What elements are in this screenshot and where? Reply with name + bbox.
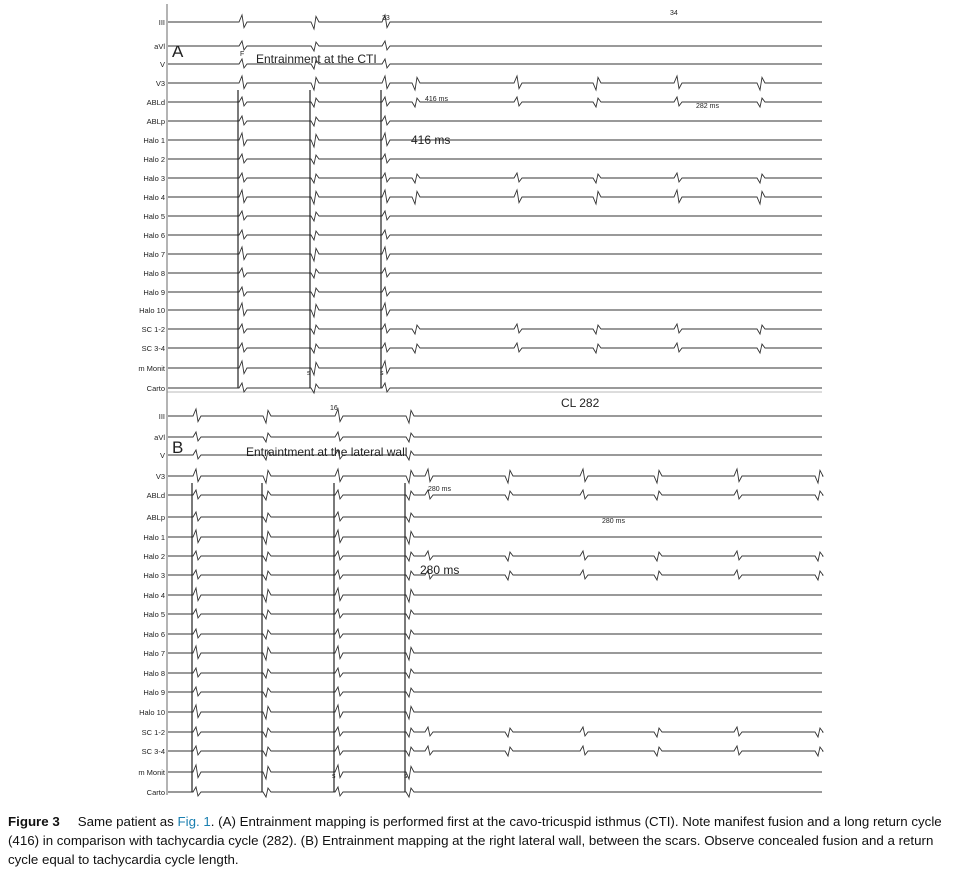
panel-a-counter-right: 34 (670, 10, 678, 17)
panel-a-abld-tachy-label: 282 ms (696, 103, 719, 110)
panel-a-trace-halo-9 (168, 287, 822, 297)
panel-b-stim-label-1: s (332, 773, 336, 780)
panel-a-title: Entrainment at the CTI (256, 52, 377, 66)
panel-a-trace-halo-7 (168, 247, 822, 261)
panel-a-marker-f: F (240, 51, 245, 58)
panel-a-lead-label-avl: aVl (154, 42, 165, 51)
panel-a-trace-halo-10 (168, 303, 822, 317)
panel-a-trace-sc-3-4 (168, 343, 822, 353)
panel-a-stim-label-1: s (307, 370, 311, 377)
panel-b-counter: 16 (330, 405, 338, 412)
panel-b-lead-label-halo-8: Halo 8 (143, 669, 165, 678)
panel-a-trace-halo-2 (168, 154, 822, 164)
panel-b-lead-label-m-monit: m Monit (138, 768, 165, 777)
panel-b-trace-sc-3-4 (168, 746, 823, 756)
panel-a-trace-avl (168, 41, 822, 51)
panel-a-letter: A (172, 42, 184, 61)
panel-a-lead-label-iii: III (158, 18, 165, 27)
panel-a-lead-label-sc-3-4: SC 3-4 (141, 344, 165, 353)
panel-b-lead-label-halo-5: Halo 5 (143, 610, 165, 619)
panel-b-lead-label-halo-2: Halo 2 (143, 552, 165, 561)
panel-b-trace-halo-4 (168, 588, 822, 602)
panel-a-lead-label-halo-6: Halo 6 (143, 231, 165, 240)
caption-figure-reference-link[interactable]: Fig. 1 (177, 814, 211, 829)
caption-figure-label: Figure 3 (8, 814, 60, 829)
panel-a-trace-iii (168, 15, 822, 29)
panel-a-lead-label-carto: Carto (146, 384, 165, 393)
panel-a-lead-label-ablp: ABLp (146, 117, 165, 126)
panel-a-lead-label-halo-10: Halo 10 (139, 306, 165, 315)
panel-b-trace-m-monit (168, 765, 822, 779)
panel-b-lead-label-v: V (159, 451, 165, 460)
caption-text-before-ref: Same patient as (77, 814, 174, 829)
panel-b-lead-label-iii: III (158, 412, 165, 421)
panel-a-trace-sc-1-2 (168, 324, 822, 334)
panel-b-trace-abld (168, 490, 823, 500)
panel-b-trace-halo-10 (168, 705, 822, 719)
panel-b-trace-halo-8 (168, 668, 822, 678)
panel-a-trace-m-monit (168, 361, 822, 375)
panel-b-lead-label-v3: V3 (155, 472, 165, 481)
panel-a-abld-return-label: 416 ms (425, 96, 448, 103)
panel-b-trace-sc-1-2 (168, 727, 823, 737)
panel-a-lead-label-halo-5: Halo 5 (143, 212, 165, 221)
caption-text-after-ref: . (A) Entrainment mapping is performed first at the cavo-tricuspid isthmus (CTI). Note manifest fusion and a long return cycle (416) in comparison with tachycardia cycle (282). (B) Entrainment mapping at the right lateral wall, between the scars. Observe concealed fusion and a return cycle equal to tachycardia cycle length. (8, 814, 942, 867)
panel-b-lead-label-halo-3: Halo 3 (143, 571, 165, 580)
panel-b-trace-halo-1 (168, 530, 822, 544)
panel-b-lead-label-sc-1-2: SC 1-2 (141, 728, 165, 737)
panel-a-return-cycle-label: 416 ms (411, 133, 451, 147)
panel-a-trace-halo-1 (168, 133, 822, 147)
panel-a-trace-abld (168, 97, 822, 107)
panel-b-lead-label-abld: ABLd (146, 491, 165, 500)
panel-b-lead-label-avl: aVl (154, 433, 165, 442)
panel-b-lead-label-halo-4: Halo 4 (143, 591, 165, 600)
panel-b-lead-label-carto: Carto (146, 788, 165, 797)
panel-b-lead-label-halo-10: Halo 10 (139, 708, 165, 717)
panel-b-trace-iii (168, 409, 822, 423)
panel-b-trace-ablp (168, 512, 822, 522)
panel-a-lead-label-halo-4: Halo 4 (143, 193, 165, 202)
panel-a-lead-label-halo-7: Halo 7 (143, 250, 165, 259)
panel-b-trace-avl (168, 432, 822, 442)
panel-a-trace-ablp (168, 116, 822, 126)
panel-a-lead-label-sc-1-2: SC 1-2 (141, 325, 165, 334)
panel-b-return-cycle-label: 280 ms (420, 563, 460, 577)
panel-a-lead-label-halo-3: Halo 3 (143, 174, 165, 183)
panel-a-lead-label-halo-9: Halo 9 (143, 288, 165, 297)
panel-a-lead-label-abld: ABLd (146, 98, 165, 107)
panel-b-letter: B (172, 438, 184, 457)
panel-b-lead-label-halo-7: Halo 7 (143, 649, 165, 658)
panel-b-abld-return-label: 280 ms (428, 486, 451, 493)
panel-b-trace-v3 (168, 469, 823, 483)
panel-b-lead-label-sc-3-4: SC 3-4 (141, 747, 165, 756)
panel-a-lead-label-halo-8: Halo 8 (143, 269, 165, 278)
panel-a-trace-carto (168, 383, 822, 393)
panel-b-cycle-length: CL 282 (561, 396, 600, 410)
panel-a-lead-label-m-monit: m Monit (138, 364, 165, 373)
panel-a-trace-halo-3 (168, 173, 822, 183)
panel-a-trace-halo-8 (168, 268, 822, 278)
panel-b-stim-label-2: s (404, 773, 408, 780)
panel-b-trace-carto (168, 787, 822, 797)
panel-a-lead-label-halo-2: Halo 2 (143, 155, 165, 164)
panel-b-lead-label-halo-1: Halo 1 (143, 533, 165, 542)
panel-b-lead-label-halo-6: Halo 6 (143, 630, 165, 639)
panel-a-counter-left: 33 (382, 15, 390, 22)
panel-a-lead-label-v3: V3 (155, 79, 165, 88)
panel-a-lead-label-halo-1: Halo 1 (143, 136, 165, 145)
panel-b-title: Entraintment at the lateral wall (246, 445, 408, 459)
panel-b-trace-halo-6 (168, 629, 822, 639)
panel-b-lead-label-ablp: ABLp (146, 513, 165, 522)
panel-a-lead-label-v: V (159, 60, 165, 69)
panel-a-trace-v3 (168, 76, 822, 90)
panel-b-trace-halo-3 (168, 570, 823, 580)
figure-caption (8, 812, 956, 869)
panel-b-trace-halo-5 (168, 609, 822, 619)
panel-a-trace-halo-6 (168, 230, 822, 240)
panel-b-lead-label-halo-9: Halo 9 (143, 688, 165, 697)
panel-a-trace-halo-5 (168, 211, 822, 221)
panel-a-stim-label-2: s (380, 370, 384, 377)
panel-b-trace-halo-2 (168, 551, 823, 561)
panel-b-ablp-tachy-label: 280 ms (602, 518, 625, 525)
panel-b-trace-halo-7 (168, 646, 822, 660)
panel-b-trace-halo-9 (168, 687, 822, 697)
panel-a-trace-halo-4 (168, 190, 822, 204)
